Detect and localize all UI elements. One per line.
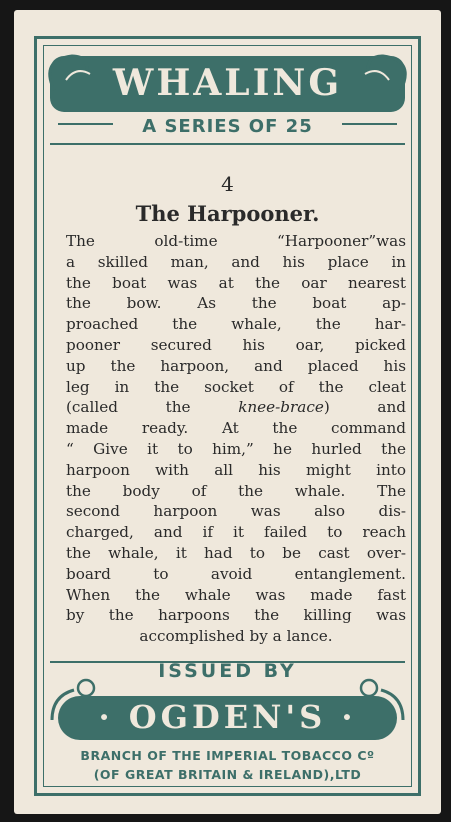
description-line: the bow. As the boat ap- — [66, 294, 406, 313]
card-description — [66, 231, 406, 647]
description-line: the body of the whale. The — [66, 481, 406, 500]
series-subtitle: A SERIES OF 25 — [142, 116, 313, 137]
description-line: proached the whale, the har- — [66, 315, 406, 334]
description-line: the boat was at the oar nearest — [66, 273, 406, 292]
series-title: WHALING — [112, 62, 343, 104]
description-line: harpoon with all his might into — [66, 460, 406, 479]
cigarette-card — [14, 10, 441, 814]
description-line: made ready. At the command — [66, 419, 406, 438]
description-line: accomplished by a lance. — [139, 627, 333, 646]
description-line: The old-time “Harpooner”was — [66, 232, 406, 250]
card-number: 4 — [221, 172, 234, 196]
description-line: leg in the socket of the cleat — [66, 377, 406, 396]
footer-line-2: (OF GREAT BRITAIN & IRELAND),LTD — [93, 767, 362, 782]
card-heading: The Harpooner. — [135, 201, 320, 226]
footer-line-1: BRANCH OF THE IMPERIAL TOBACCO Cº — [80, 748, 375, 763]
description-line: the whale, it had to be cast over- — [66, 543, 406, 562]
description-line: pooner secured his oar, picked — [66, 335, 406, 354]
description-line: When the whale was made fast — [66, 585, 406, 604]
description-line: board to avoid entanglement. — [66, 564, 406, 583]
description-line: “ Give it to him,” he hurled the — [66, 439, 406, 458]
description-line: (called the knee-brace) and — [66, 398, 406, 417]
description-line: by the harpoons the killing was — [66, 606, 406, 625]
description-line: up the harpoon, and placed his — [66, 356, 406, 375]
description-line: second harpoon was also dis- — [66, 502, 406, 521]
description-line: a skilled man, and his place in — [66, 252, 406, 271]
brand-name: · OGDEN'S · — [98, 698, 357, 736]
header-divider — [50, 143, 405, 145]
issued-by-label: ISSUED BY — [158, 660, 297, 682]
description-line: charged, and if it failed to reach — [66, 523, 406, 542]
